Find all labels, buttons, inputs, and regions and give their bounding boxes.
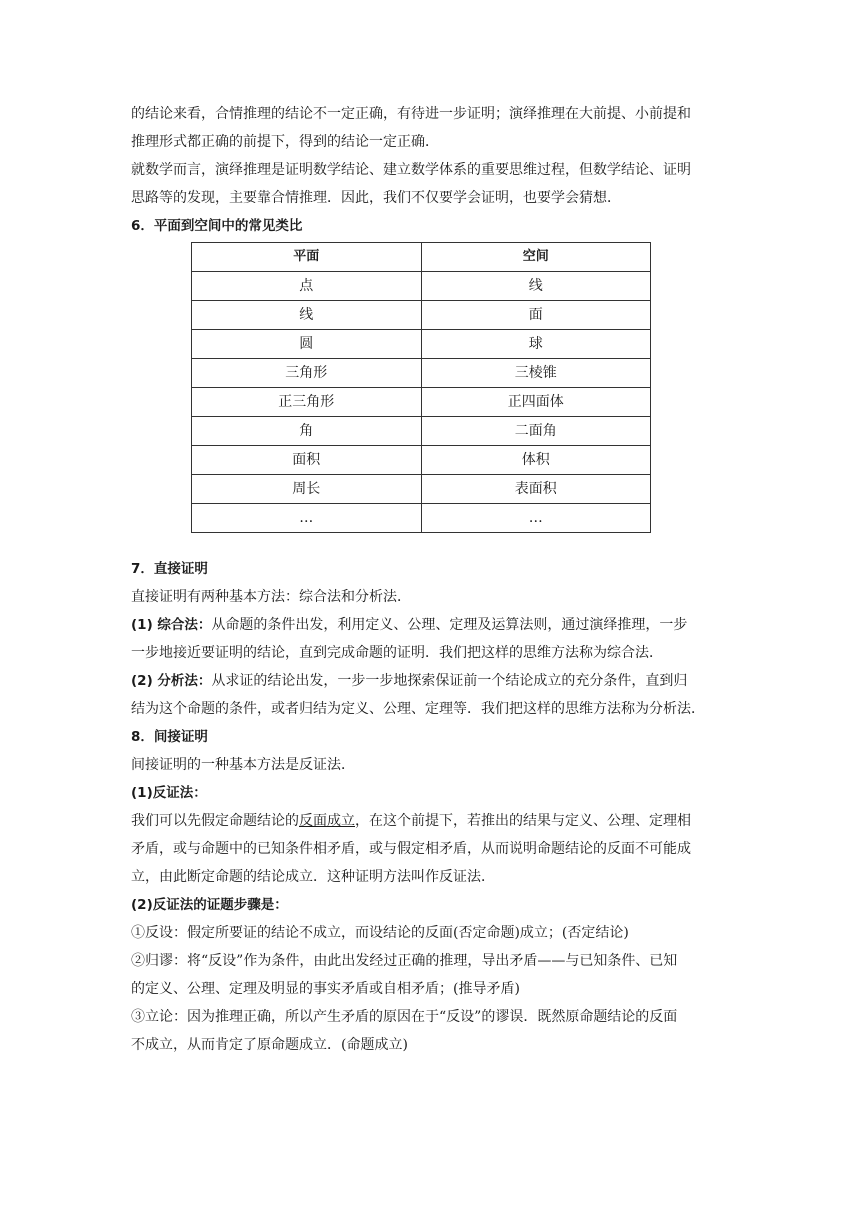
paragraph-line: 的结论来看，合情推理的结论不一定正确，有待进一步证明；演绎推理在大前提、小前提和 (131, 106, 691, 122)
document-body (131, 100, 731, 1059)
table-row (192, 272, 651, 301)
paragraph-line: 推理形式都正确的前提下，得到的结论一定正确． (131, 134, 439, 150)
analogy-table (191, 242, 651, 533)
synthesis-method-line (131, 611, 731, 639)
table-cell: … (421, 504, 651, 533)
table-row (192, 504, 651, 533)
paragraph-line: 一步地接近要证明的结论，直到完成命题的证明．我们把这样的思维方法称为综合法． (131, 645, 663, 661)
table-row (192, 475, 651, 504)
step-2-line: ②归谬：将“反设”作为条件，由此出发经过正确的推理，导出矛盾——与已知条件、已知 (131, 953, 678, 969)
table-row (192, 417, 651, 446)
paragraph-line: 矛盾，或与命题中的已知条件相矛盾，或与假定相矛盾，从而说明命题结论的反面不可能成 (131, 841, 691, 857)
table-cell: 点 (192, 272, 422, 301)
table-cell: … (192, 504, 422, 533)
table-cell: 三棱锥 (421, 359, 651, 388)
table-row (192, 446, 651, 475)
table-cell: 球 (421, 330, 651, 359)
header-plane: 平面 (192, 243, 422, 272)
header-space: 空间 (421, 243, 651, 272)
paragraph-line: 结为这个命题的条件，或者归结为定义、公理、定理等．我们把这样的思维方法称为分析法． (131, 701, 705, 717)
paragraph-text: 从命题的条件出发，利用定义、公理、定理及运算法则，通过演绎推理，一步 (211, 617, 688, 633)
paragraph-text: 从求证的结论出发，一步一步地探索保证前一个结论成立的充分条件，直到归 (211, 673, 688, 689)
analysis-method-line (131, 667, 731, 695)
section-6-heading: 6．平面到空间中的常见类比 (131, 218, 303, 234)
step-1-line: ①反设：假定所要证的结论不成立，而设结论的反面(否定命题)成立；(否定结论) (131, 925, 629, 941)
table-row (192, 359, 651, 388)
paragraph-line: 立，由此断定命题的结论成立．这种证明方法叫作反证法． (131, 869, 495, 885)
paragraph-line: 思路等的发现，主要靠合情推理．因此，我们不仅要学会证明，也要学会猜想． (131, 190, 621, 206)
paragraph-text: ，在这个前提下，若推出的结果与定义、公理、定理相 (355, 813, 691, 829)
section-7-heading: 7．直接证明 (131, 561, 208, 577)
table-cell: 角 (192, 417, 422, 446)
paragraph-line: 不成立，从而肯定了原命题成立．(命题成立) (131, 1037, 408, 1053)
table-row (192, 301, 651, 330)
table-cell: 线 (421, 272, 651, 301)
paragraph-line: 的定义、公理、定理及明显的事实矛盾或自相矛盾；(推导矛盾) (131, 981, 520, 997)
table-cell: 面积 (192, 446, 422, 475)
step-3-line: ③立论：因为推理正确，所以产生矛盾的原因在于“反设”的谬误．既然原命题结论的反面 (131, 1009, 678, 1025)
table-cell: 圆 (192, 330, 422, 359)
section-8-heading: 8．间接证明 (131, 729, 208, 745)
table-row (192, 330, 651, 359)
synthesis-method-label: (1) 综合法： (131, 617, 212, 633)
table-header-row (192, 243, 651, 272)
underlined-term: 反面成立 (299, 813, 355, 829)
table-cell: 线 (192, 301, 422, 330)
table-cell: 体积 (421, 446, 651, 475)
table-cell: 周长 (192, 475, 422, 504)
proof-by-contradiction-label: (1)反证法： (131, 785, 207, 801)
table-cell: 正三角形 (192, 388, 422, 417)
paragraph-line: 间接证明的一种基本方法是反证法． (131, 757, 355, 773)
paragraph-line (131, 807, 731, 835)
table-cell: 面 (421, 301, 651, 330)
paragraph-text: 我们可以先假定命题结论的 (131, 813, 299, 829)
analysis-method-label: (2) 分析法： (131, 673, 212, 689)
paragraph-line: 就数学而言，演绎推理是证明数学结论、建立数学体系的重要思维过程，但数学结论、证明 (131, 162, 691, 178)
paragraph-line: 直接证明有两种基本方法：综合法和分析法． (131, 589, 411, 605)
table-row (192, 388, 651, 417)
table-cell: 表面积 (421, 475, 651, 504)
table-cell: 正四面体 (421, 388, 651, 417)
table-cell: 二面角 (421, 417, 651, 446)
proof-steps-label: (2)反证法的证题步骤是： (131, 897, 288, 913)
table-cell: 三角形 (192, 359, 422, 388)
